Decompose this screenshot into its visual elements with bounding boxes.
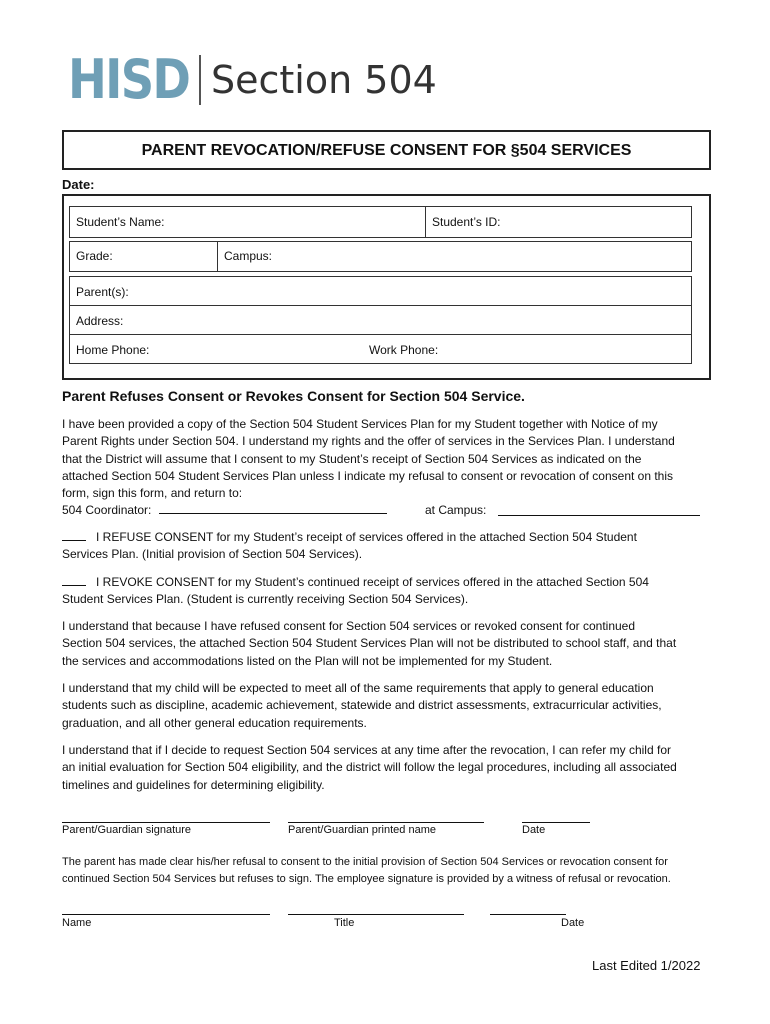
guardian-printed-name-line[interactable] bbox=[288, 822, 484, 823]
paragraph-line: I understand that if I decide to request Section 504 services at any time after the revocation, I can refer my child for bbox=[62, 743, 671, 757]
intro-line: attached Section 504 Student Services Plan unless I indicate my refusal to consent or revocation of consent on this bbox=[62, 468, 674, 483]
logo-org: HISD bbox=[68, 48, 190, 111]
witness-note bbox=[62, 854, 717, 888]
paragraph-line: timelines and guidelines for determining eligibility. bbox=[62, 777, 325, 792]
revoke-checkbox-blank[interactable] bbox=[62, 574, 86, 586]
revoke-line: I REVOKE CONSENT for my Student’s continued receipt of services offered in the attached Section 504 bbox=[96, 575, 649, 589]
refuse-line: Services Plan. (Initial provision of Section 504 Services). bbox=[62, 547, 363, 562]
paragraph-line: Section 504 services, the attached Section 504 Student Services Plan will not be distributed to school staff, and that bbox=[62, 636, 677, 651]
paragraph-reevaluation bbox=[62, 742, 717, 794]
paragraph-line: I understand that because I have refused consent for Section 504 services or revoked consent for continued bbox=[62, 619, 636, 633]
coordinator-campus-blank[interactable] bbox=[498, 504, 700, 516]
parents-field[interactable] bbox=[69, 276, 692, 306]
guardian-signature-line[interactable] bbox=[62, 822, 270, 823]
coordinator-label: 504 Coordinator: bbox=[62, 503, 152, 518]
address-field[interactable] bbox=[69, 305, 692, 335]
paragraph-line: graduation, and all other general education requirements. bbox=[62, 715, 367, 730]
campus-label-inline: at Campus: bbox=[425, 503, 487, 518]
paragraph-line: the services and accommodations listed on the Plan will not be implemented for my Student. bbox=[62, 653, 553, 668]
grade-field[interactable] bbox=[69, 241, 218, 272]
student-name-label: Student’s Name: bbox=[76, 215, 165, 229]
address-label: Address: bbox=[76, 314, 124, 328]
refuse-checkbox-blank[interactable] bbox=[62, 529, 86, 541]
form-title-box bbox=[62, 130, 711, 170]
paragraph-not-distributed bbox=[62, 618, 717, 670]
guardian-date-label: Date bbox=[522, 824, 546, 836]
logo-divider bbox=[199, 55, 201, 105]
student-id-label: Student’s ID: bbox=[432, 215, 501, 229]
witness-note-line: The parent has made clear his/her refusal to consent to the initial provision of Section 504 Services or revocation consent for bbox=[62, 856, 668, 868]
guardian-signature-label: Parent/Guardian signature bbox=[62, 824, 192, 836]
refuse-consent-option bbox=[62, 529, 717, 564]
intro-line: Parent Rights under Section 504. I understand my rights and the offer of services in the Services Plan. I understand bbox=[62, 434, 675, 449]
section-heading: Parent Refuses Consent or Revokes Consent for Section 504 Service. bbox=[62, 388, 525, 404]
revoke-consent-option bbox=[62, 574, 717, 609]
student-name-field[interactable] bbox=[69, 206, 426, 238]
form-title: PARENT REVOCATION/REFUSE CONSENT FOR §504 SERVICES bbox=[141, 142, 632, 159]
guardian-date-line[interactable] bbox=[522, 822, 590, 823]
witness-name-label: Name bbox=[62, 917, 92, 929]
witness-note-line: continued Section 504 Services but refuses to sign. The employee signature is provided by a witness of refusal or revocation. bbox=[62, 873, 671, 885]
grade-label: Grade: bbox=[76, 249, 113, 263]
witness-title-line[interactable] bbox=[288, 914, 464, 915]
parents-label: Parent(s): bbox=[76, 285, 129, 299]
work-phone-label: Work Phone: bbox=[369, 343, 439, 357]
witness-title-label: Title bbox=[334, 917, 355, 929]
paragraph-line: I understand that my child will be expected to meet all of the same requirements that apply to general education bbox=[62, 681, 654, 695]
intro-line: that the District will assume that I consent to my Student’s receipt of Section 504 Services as indicated on the bbox=[62, 451, 642, 466]
last-edited-footer: Last Edited 1/2022 bbox=[592, 958, 701, 973]
student-id-field[interactable] bbox=[425, 206, 692, 238]
intro-line: I have been provided a copy of the Section 504 Student Services Plan for my Student together with Notice of my bbox=[62, 417, 658, 431]
revoke-line: Student Services Plan. (Student is currently receiving Section 504 Services). bbox=[62, 592, 469, 607]
date-label: Date: bbox=[62, 177, 95, 192]
refuse-line: I REFUSE CONSENT for my Student’s receipt of services offered in the attached Section 504 Student bbox=[96, 530, 637, 544]
intro-paragraph bbox=[62, 416, 717, 519]
phone-row[interactable] bbox=[69, 334, 692, 364]
campus-field[interactable] bbox=[217, 241, 692, 272]
campus-label: Campus: bbox=[224, 249, 273, 263]
intro-line: form, sign this form, and return to: bbox=[62, 486, 243, 501]
guardian-printed-name-label: Parent/Guardian printed name bbox=[288, 824, 436, 836]
logo-program: Section 504 bbox=[211, 58, 437, 102]
witness-date-label: Date bbox=[561, 917, 585, 929]
coordinator-blank[interactable] bbox=[159, 502, 387, 514]
witness-name-line[interactable] bbox=[62, 914, 270, 915]
paragraph-line: students such as discipline, academic achievement, statewide and district assessments, extracurricular activities, bbox=[62, 698, 662, 713]
hisd-logo bbox=[68, 48, 437, 111]
home-phone-label: Home Phone: bbox=[76, 343, 150, 357]
paragraph-line: an initial evaluation for Section 504 eligibility, and the district will follow the legal procedures, including all associated bbox=[62, 760, 677, 775]
witness-date-line[interactable] bbox=[490, 914, 566, 915]
paragraph-requirements bbox=[62, 680, 717, 732]
